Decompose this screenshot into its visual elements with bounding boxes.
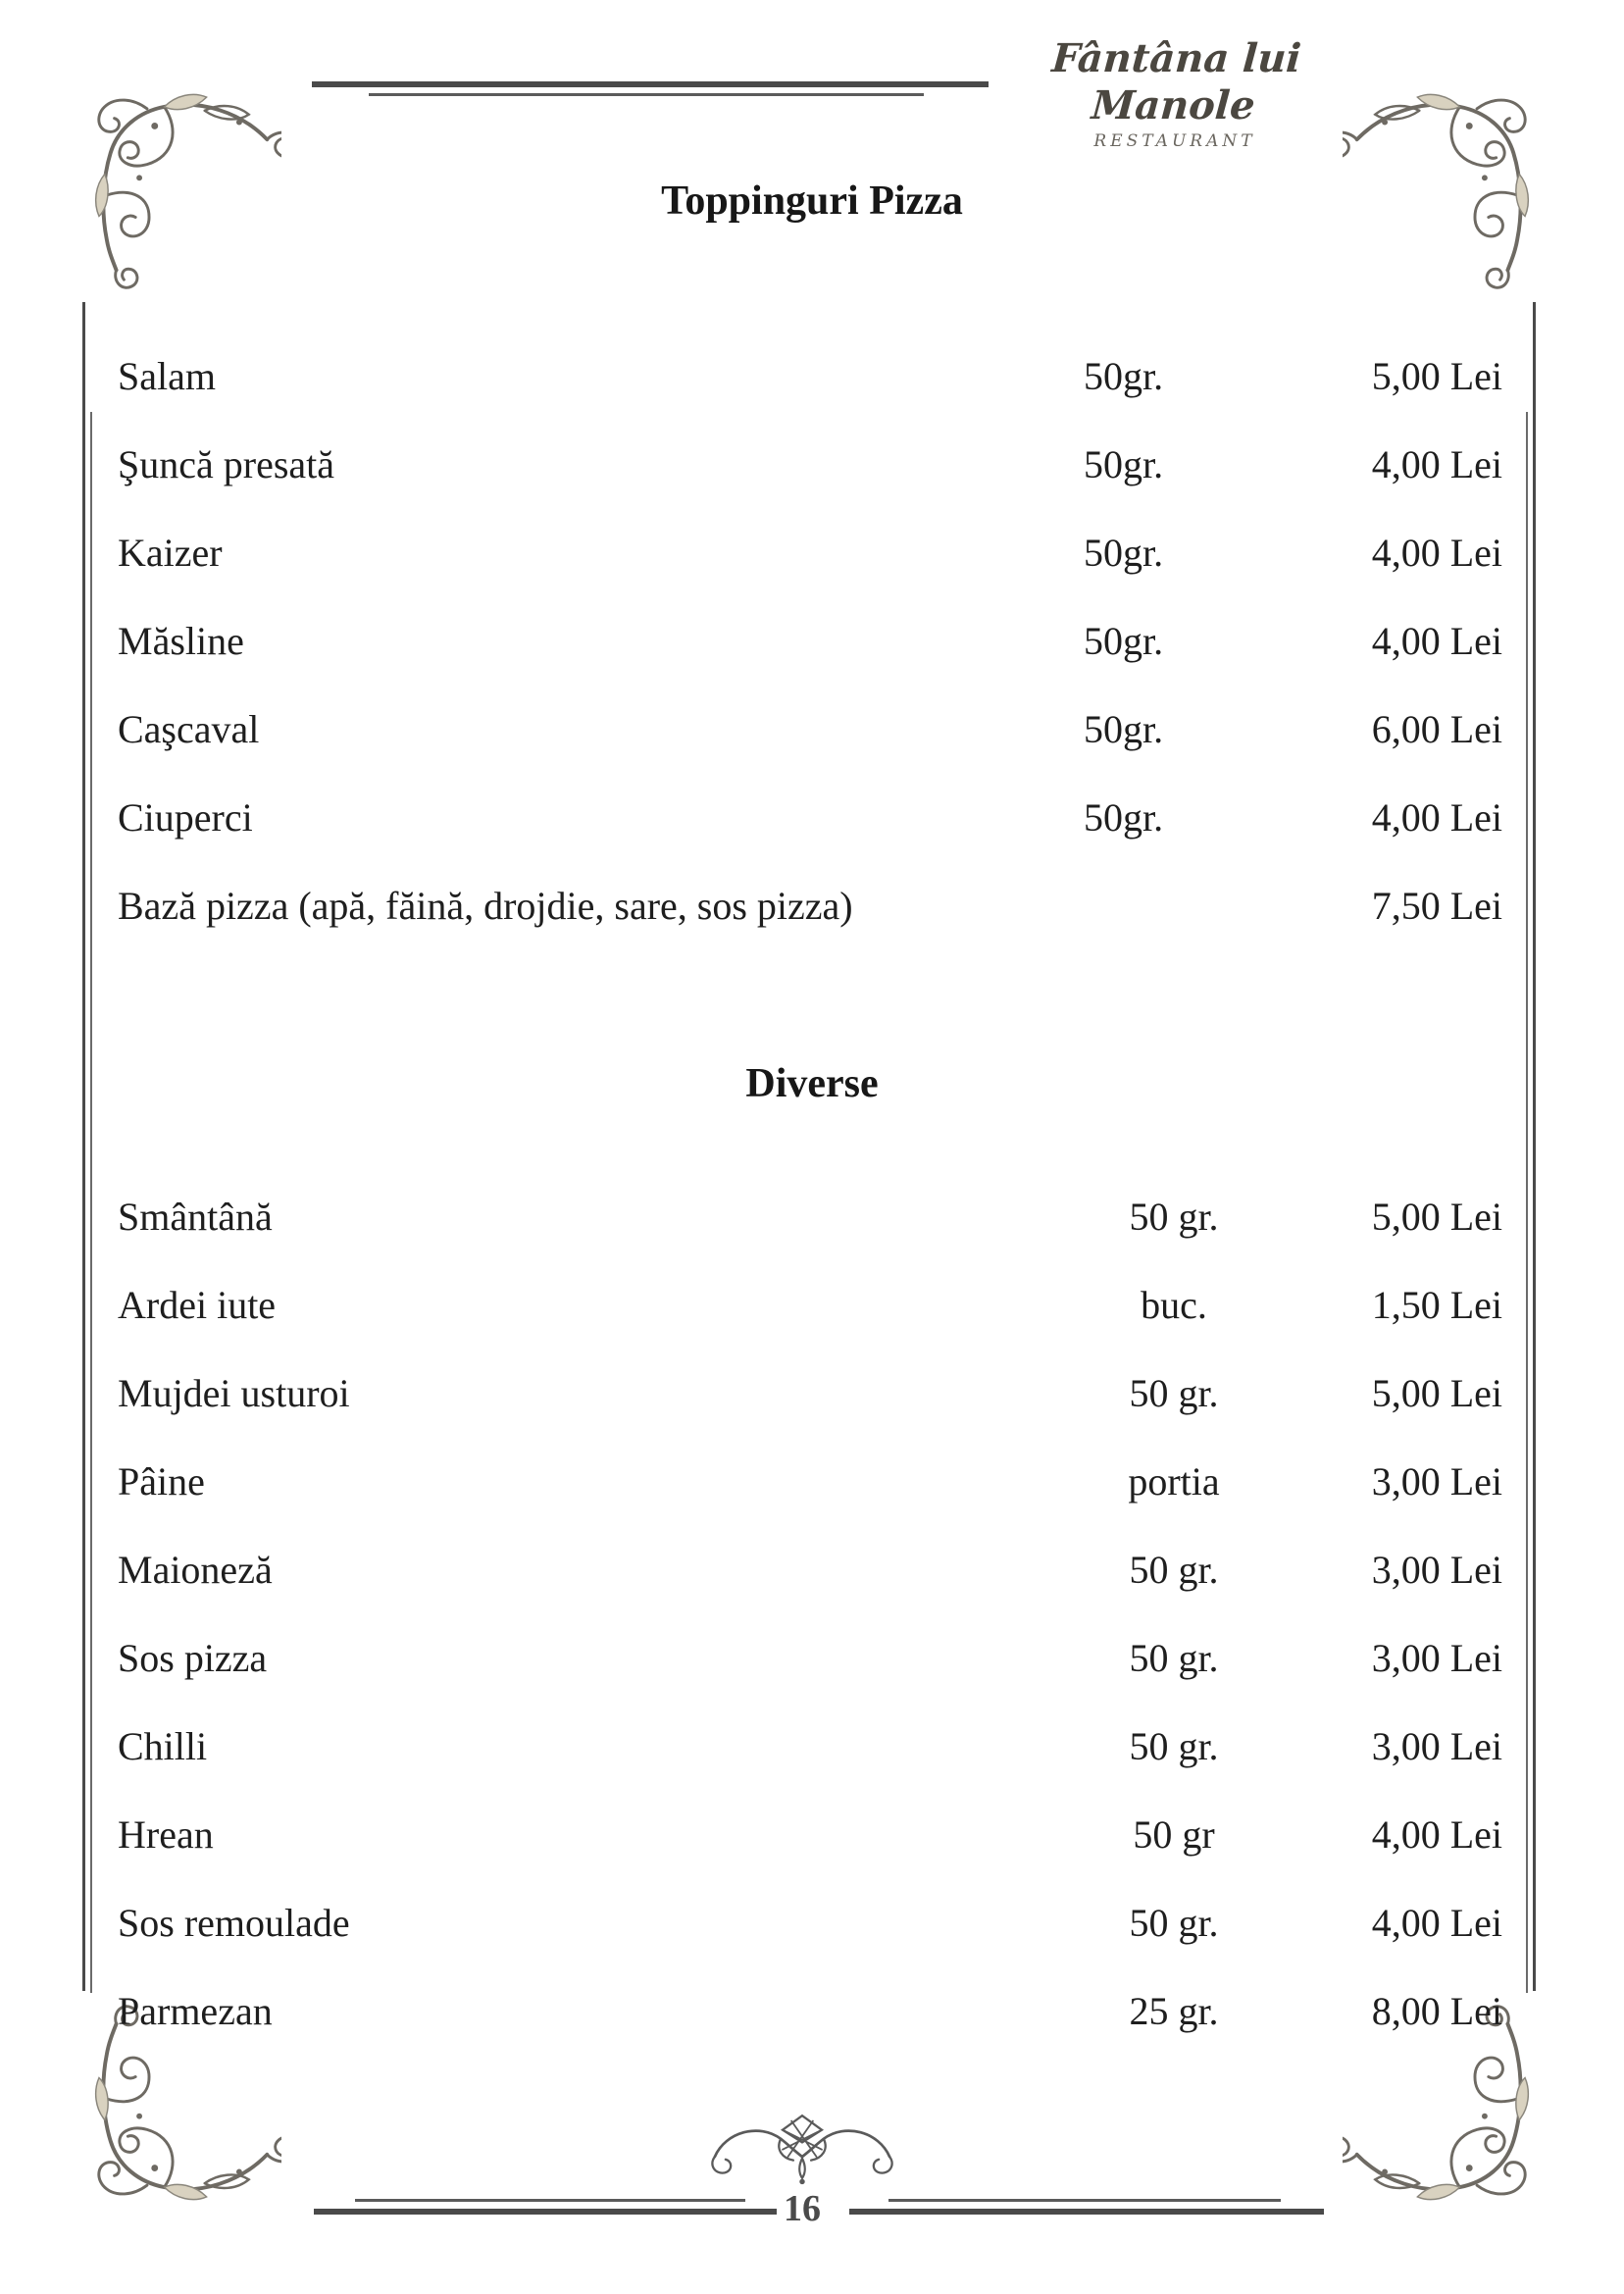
item-name: Parmezan: [118, 1988, 273, 2033]
left-rule-inner: [90, 412, 92, 1993]
item-name: Pâine: [118, 1458, 205, 1504]
item-name: Sos pizza: [118, 1635, 268, 1680]
item-price: 4,00 Lei: [1371, 794, 1502, 840]
item-qty: 50 gr.: [1129, 1370, 1219, 1415]
menu-section-diverse: [118, 1172, 1502, 2055]
right-rule-inner: [1526, 412, 1528, 1993]
item-name: Ciuperci: [118, 794, 253, 840]
item-qty: 50gr.: [1084, 618, 1164, 663]
menu-section-toppinguri-pizza: [118, 331, 1502, 949]
item-qty: 50 gr.: [1129, 1635, 1219, 1680]
item-name: Salam: [118, 353, 216, 398]
item-name: Bază pizza (apă, făină, drojdie, sare, sos pizza): [118, 883, 853, 928]
item-name: Mujdei usturoi: [118, 1370, 350, 1415]
menu-item-row: [118, 773, 1502, 861]
item-price: 4,00 Lei: [1371, 618, 1502, 663]
right-rule-outer: [1533, 302, 1536, 1991]
menu-item-row: [118, 1260, 1502, 1349]
footer-flourish: [704, 2107, 900, 2187]
item-name: Hrean: [118, 1811, 214, 1857]
menu-item-row: [118, 1790, 1502, 1878]
item-name: Sos remoulade: [118, 1900, 350, 1945]
item-qty: 50 gr.: [1129, 1723, 1219, 1768]
menu-item-row: [118, 1966, 1502, 2055]
menu-item-row: [118, 420, 1502, 508]
item-qty: buc.: [1141, 1282, 1207, 1327]
section-title-diverse: Diverse: [745, 1061, 879, 1106]
logo-name: Fântâna lui Manole: [1050, 35, 1303, 128]
menu-item-row: [118, 1613, 1502, 1702]
item-qty: 50 gr.: [1129, 1194, 1219, 1239]
item-qty: 50gr.: [1084, 794, 1164, 840]
item-price: 7,50 Lei: [1371, 883, 1502, 928]
item-qty: 50 gr: [1133, 1811, 1215, 1857]
menu-item-row: [118, 596, 1502, 685]
item-qty: 50 gr.: [1129, 1547, 1219, 1592]
item-price: 3,00 Lei: [1371, 1547, 1502, 1592]
item-price: 5,00 Lei: [1371, 1370, 1502, 1415]
item-price: 3,00 Lei: [1371, 1635, 1502, 1680]
item-qty: 25 gr.: [1129, 1988, 1219, 2033]
footer-rule-thin-right: [888, 2199, 1281, 2202]
item-price: 8,00 Lei: [1371, 1988, 1502, 2033]
item-price: 3,00 Lei: [1371, 1458, 1502, 1504]
left-rule-outer: [82, 302, 85, 1991]
footer-rule-thin-left: [355, 2199, 745, 2202]
item-price: 4,00 Lei: [1371, 1811, 1502, 1857]
item-qty: portia: [1128, 1458, 1220, 1504]
item-price: 3,00 Lei: [1371, 1723, 1502, 1768]
item-price: 4,00 Lei: [1371, 1900, 1502, 1945]
menu-item-row: [118, 1437, 1502, 1525]
page-number: 16: [784, 2188, 821, 2229]
menu-item-row: [118, 1702, 1502, 1790]
menu-item-row: [118, 1349, 1502, 1437]
item-name: Ardei iute: [118, 1282, 277, 1327]
header-rule-thin: [369, 93, 924, 96]
item-qty: 50gr.: [1084, 441, 1164, 486]
restaurant-logo: [989, 35, 1361, 151]
item-name: Kaizer: [118, 530, 223, 575]
item-name: Maioneză: [118, 1547, 273, 1592]
item-qty: 50gr.: [1084, 353, 1164, 398]
menu-item-row: [118, 1878, 1502, 1966]
item-name: Caşcaval: [118, 706, 260, 751]
header-rule-thick: [312, 81, 989, 87]
item-qty: 50gr.: [1084, 530, 1164, 575]
item-price: 4,00 Lei: [1371, 441, 1502, 486]
item-price: 1,50 Lei: [1371, 1282, 1502, 1327]
menu-item-row: [118, 1172, 1502, 1260]
item-name: Măsline: [118, 618, 244, 663]
item-qty: 50gr.: [1084, 706, 1164, 751]
menu-item-row: [118, 508, 1502, 596]
item-price: 5,00 Lei: [1371, 353, 1502, 398]
item-price: 5,00 Lei: [1371, 1194, 1502, 1239]
footer-rule-thick-left: [314, 2209, 777, 2215]
item-price: 4,00 Lei: [1371, 530, 1502, 575]
item-price: 6,00 Lei: [1371, 706, 1502, 751]
menu-item-row: [118, 861, 1502, 949]
item-name: Şuncă presată: [118, 441, 335, 486]
footer-rule-thick-right: [849, 2209, 1324, 2215]
item-name: Chilli: [118, 1723, 208, 1768]
menu-item-row: [118, 331, 1502, 420]
menu-item-row: [118, 1525, 1502, 1613]
menu-item-row: [118, 685, 1502, 773]
item-name: Smântână: [118, 1194, 273, 1239]
section-title-toppinguri-pizza: Toppinguri Pizza: [661, 178, 963, 224]
logo-subtitle: RESTAURANT: [1093, 131, 1256, 151]
item-qty: 50 gr.: [1129, 1900, 1219, 1945]
